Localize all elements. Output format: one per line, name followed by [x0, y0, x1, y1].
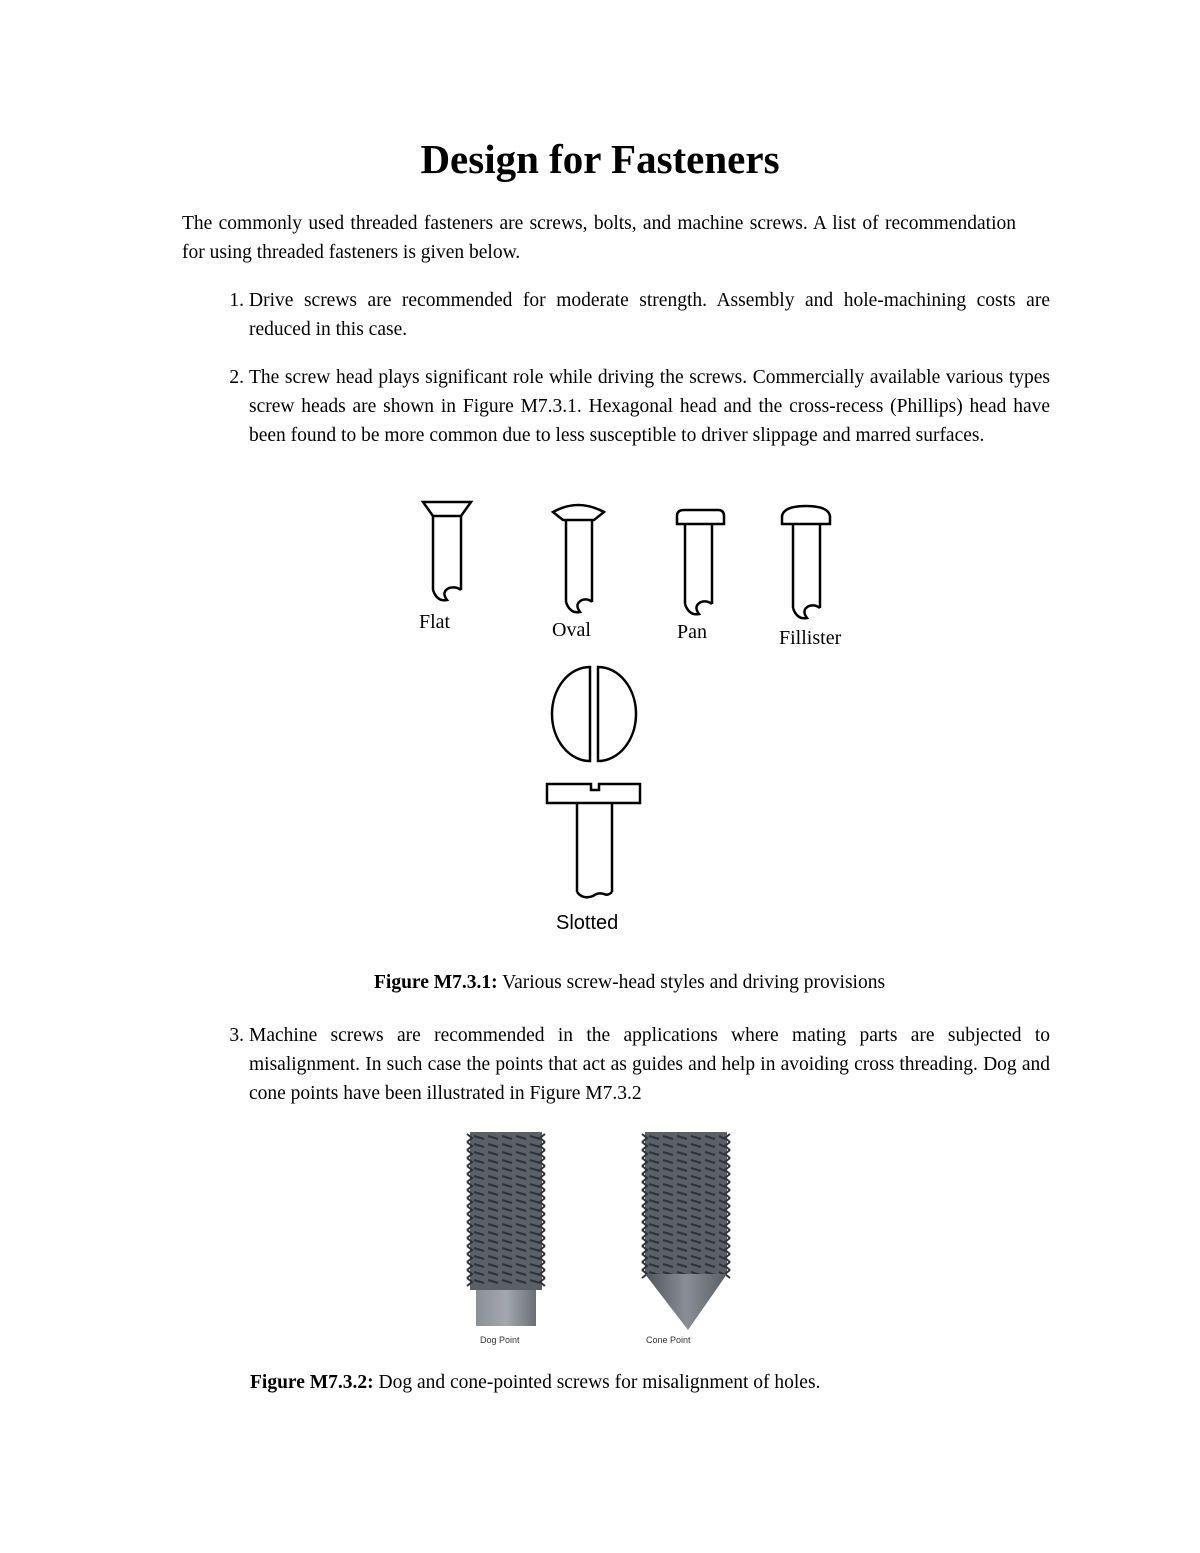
cone-point-label: Cone Point — [646, 1335, 691, 1345]
figure-caption-label: Figure M7.3.1: — [374, 972, 498, 993]
figure-caption-label: Figure M7.3.2: — [250, 1372, 374, 1393]
slotted-head-top-view-icon — [552, 667, 636, 761]
cone-point-screw-icon — [642, 1132, 730, 1330]
oval-head-screw-icon — [553, 505, 604, 612]
list-text: Drive screws are recommended for moderate strength. Assembly and hole-machining costs are reduced in this case. — [249, 290, 1050, 340]
slotted-label: Slotted — [556, 912, 619, 934]
figure-caption — [374, 970, 885, 996]
oval-label: Oval — [552, 619, 591, 641]
fillister-head-screw-icon — [782, 506, 830, 618]
dog-point-screw-icon — [467, 1132, 545, 1326]
pan-head-screw-icon — [677, 510, 724, 614]
dog-cone-figure — [0, 1126, 1200, 1346]
page-title: Design for Fasteners — [420, 136, 780, 182]
figure-caption — [250, 1370, 820, 1396]
flat-label: Flat — [419, 611, 451, 633]
figure-caption-text: Dog and cone-pointed screws for misalignment of holes. — [373, 1372, 821, 1393]
list-number: 3. — [229, 1025, 244, 1046]
fillister-label: Fillister — [779, 627, 842, 649]
dog-point-label: Dog Point — [480, 1335, 520, 1345]
screw-heads-figure — [0, 490, 1200, 950]
list-number: 2. — [229, 367, 244, 388]
slotted-head-side-view-icon — [547, 784, 640, 897]
flat-head-screw-icon — [423, 502, 471, 600]
list-text: The screw head plays significant role while driving the screws. Commercially available various types screw heads are shown in Figure M7.3.1. Hexagonal head and the cross-recess (Phillips) head have been found to be more common due to less susceptible to driver slippage and marred surfaces. — [249, 367, 1050, 446]
intro-paragraph: The commonly used threaded fasteners are screws, bolts, and machine screws. A list of recommendation for using threaded fasteners is given below. — [182, 213, 1016, 263]
figure-caption-text: Various screw-head styles and driving provisions — [497, 972, 886, 993]
list-text: Machine screws are recommended in the applications where mating parts are subjected to misalignment. In such case the points that act as guides and help in avoiding cross threading. Dog and cone points have been illustrated in Figure M7.3.2 — [249, 1025, 1050, 1104]
list-number: 1. — [229, 290, 244, 311]
pan-label: Pan — [677, 621, 707, 643]
